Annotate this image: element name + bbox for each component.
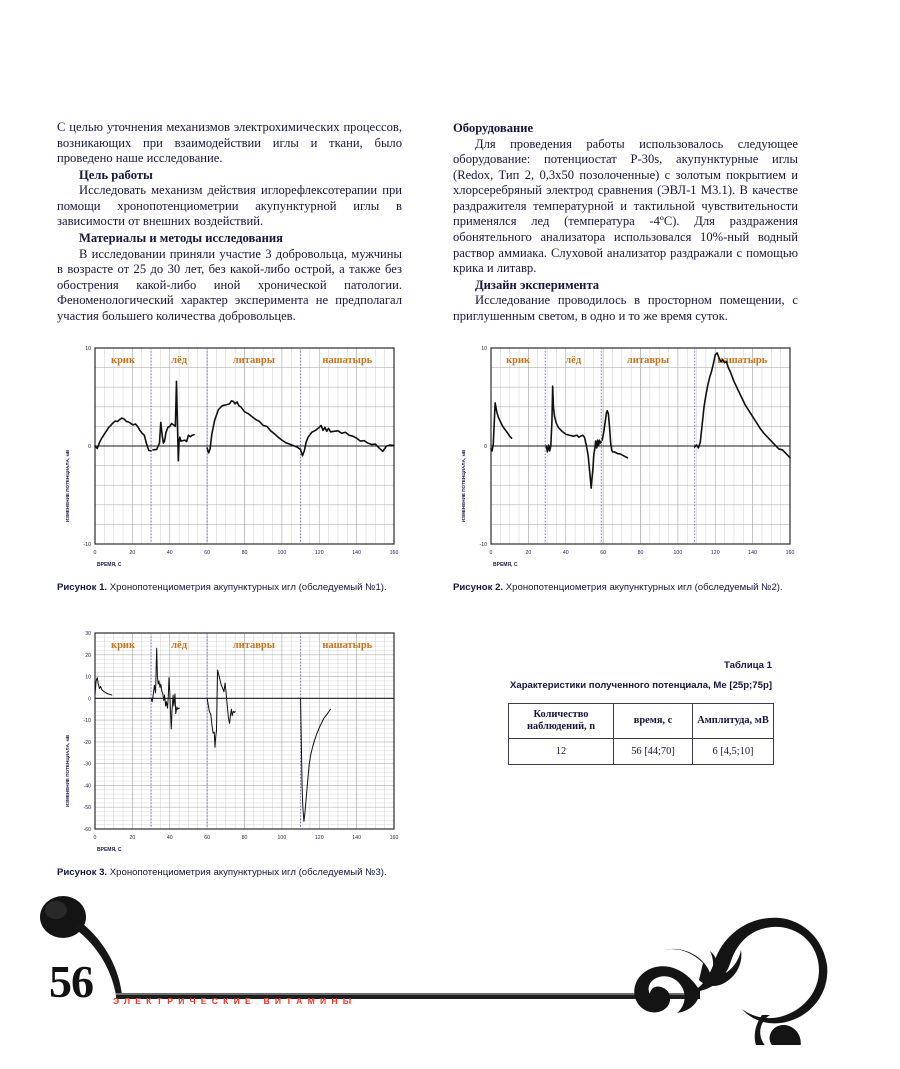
x-tick-label: 80 — [241, 835, 248, 841]
chart-1 — [57, 338, 402, 578]
table-row — [509, 739, 774, 765]
x-tick-label: 120 — [314, 835, 324, 841]
y-tick-label: -20 — [83, 739, 91, 746]
footer-journal-label: ЭЛЕКТРИЧЕСКИЕ ВИТАМИНЫ — [113, 996, 357, 1006]
x-tick-label: 100 — [277, 835, 287, 841]
goal-paragraph: Исследовать механизм действия иглорефлексотерапии при помощи хронопотенциометрии акупунктурной иглы в зависимости от внешних воздействий. — [57, 183, 402, 229]
data-trace — [207, 670, 235, 747]
x-tick-label: 60 — [600, 550, 607, 556]
data-trace — [151, 648, 179, 729]
zone-label: крик — [111, 640, 136, 651]
x-tick-label: 80 — [637, 550, 644, 556]
y-tick-label: 20 — [85, 652, 91, 659]
table-cell: 6 [4,5;10] — [693, 739, 774, 765]
figure-2-caption-text: Хронопотенциометрия акупунктурных игл (обследуемый №2). — [503, 582, 783, 593]
heading-methods: Материалы и методы исследования — [79, 231, 283, 246]
chart-major-grid — [95, 633, 394, 829]
footer-ornament-svg — [0, 895, 900, 1045]
y-tick-label: -10 — [83, 542, 91, 548]
figure-3-caption-text: Хронопотенциометрия акупунктурных игл (обследуемый №3). — [107, 867, 387, 878]
y-tick-label: 10 — [481, 346, 487, 352]
data-trace — [153, 381, 194, 460]
x-tick-label: 0 — [93, 835, 97, 841]
x-tick-label: 0 — [489, 550, 493, 556]
data-trace — [95, 678, 112, 695]
x-tick-label: 60 — [204, 835, 211, 841]
data-trace — [546, 386, 601, 488]
x-tick-label: 80 — [241, 550, 248, 556]
y-tick-label: -30 — [83, 761, 91, 768]
zone-label: лёд — [171, 640, 188, 651]
x-tick-label: 140 — [352, 550, 361, 556]
figure-3 — [57, 623, 402, 879]
characteristics-table — [508, 703, 774, 765]
table-header-cell: Амплитуда, мВ — [693, 704, 774, 739]
y-tick-label: -50 — [83, 805, 91, 812]
heading-design: Дизайн эксперимента — [475, 277, 600, 292]
x-tick-label: 60 — [204, 550, 211, 556]
figure-2 — [453, 338, 798, 594]
figure-2-caption-label: Рисунок 2. — [453, 582, 504, 593]
y-tick-label: 10 — [85, 346, 91, 352]
table-title: Характеристики полученного потенциала, Ме [25p;75p] — [509, 680, 773, 691]
table-cell: 12 — [509, 739, 614, 765]
figure-2-caption — [453, 582, 793, 594]
chart-1-svg — [57, 338, 402, 578]
y-tick-label: 0 — [484, 444, 487, 450]
y-axis-title: ИЗМЕНЕНИЕ ПОТЕНЦИАЛА, мВ — [65, 449, 70, 523]
chart-3-svg — [57, 623, 402, 863]
intro-paragraph: С целью уточнения механизмов электрохимических процессов, возникающих при взаимодействии иглы и ткани, было проведено наше исследование. — [57, 120, 402, 166]
zone-label: литавры — [232, 355, 275, 366]
x-tick-label: 20 — [129, 550, 136, 556]
equipment-paragraph: Для проведения работы использовалось следующее оборудование: потенциостат Р-30s, акупунктурные иглы (Redox, Тип 2, 0,3х50 позолоченные) с золотым покрытием и хлорсеребряный электрод сравнения (ЭВЛ-1 М3.1). В качестве раздражителя температурной и тактильной чувствительности применялся лед (температура -4ºС). Для раздражения обонятельного анализатора использовался 10%-ный водный раствор аммиака. Слуховой анализатор раздражали с помощью крика и литавр. — [453, 136, 798, 276]
y-axis-title: ИЗМЕНЕНИЕ ПОТЕНЦИАЛА, мВ — [65, 734, 70, 808]
data-trace — [695, 353, 790, 458]
y-tick-label: -10 — [479, 542, 487, 548]
x-tick-label: 40 — [166, 835, 173, 841]
x-tick-label: 20 — [129, 835, 136, 841]
figure-1-caption-label: Рисунок 1. — [57, 582, 108, 593]
y-tick-label: -60 — [83, 827, 91, 833]
x-tick-label: 160 — [785, 550, 795, 556]
x-tick-label: 160 — [389, 835, 399, 841]
design-paragraph: Исследование проводилось в просторном помещении, с приглушенным светом, в одно и то же время суток. — [453, 293, 798, 323]
figure-3-caption-label: Рисунок 3. — [57, 867, 108, 878]
x-tick-label: 40 — [166, 550, 173, 556]
table-cell: 56 [44;70] — [614, 739, 693, 765]
data-trace — [602, 411, 627, 458]
y-tick-label: -10 — [83, 718, 91, 725]
page-number: 56 — [49, 956, 93, 1007]
figure-1-caption-text: Хронопотенциометрия акупунктурных игл (обследуемый №1). — [107, 582, 387, 593]
y-tick-label: 0 — [88, 444, 91, 450]
chart-2-svg — [453, 338, 798, 578]
y-tick-label: -40 — [83, 783, 91, 790]
table-1-block — [484, 660, 798, 765]
chart-3 — [57, 623, 402, 863]
x-axis-title: ВРЕМЯ, С — [97, 562, 122, 568]
zone-label: лёд — [171, 355, 188, 366]
x-tick-label: 140 — [748, 550, 757, 556]
zone-label: литавры — [626, 355, 670, 366]
left-text-column — [57, 120, 402, 325]
zone-label: крик — [506, 355, 531, 366]
table-header-cell: Количество наблюдений, n — [509, 704, 614, 739]
x-tick-label: 0 — [93, 550, 97, 556]
figure-1 — [57, 338, 402, 594]
page-footer — [0, 895, 900, 1045]
y-tick-label: 0 — [88, 696, 91, 703]
methods-paragraph: В исследовании приняли участие 3 добровольца, мужчины в возрасте от 25 до 30 лет, без какой-либо острой, а также без обострения какой-либо иной хронической патологии. Феноменологический характер эксперимента не предполагал участия большего количества добровольцев. — [57, 246, 402, 323]
zone-label: литавры — [232, 640, 275, 651]
x-tick-label: 100 — [277, 550, 287, 556]
x-tick-label: 40 — [562, 550, 569, 556]
table-header-cell: время, с — [614, 704, 693, 739]
x-tick-label: 100 — [673, 550, 683, 556]
zone-label: лёд — [565, 355, 582, 366]
y-axis-title: ИЗМЕНЕНИЕ ПОТЕНЦИАЛА, мВ — [461, 449, 466, 523]
right-text-column — [453, 120, 798, 325]
zone-label: нашатырь — [322, 355, 373, 366]
x-tick-label: 120 — [314, 550, 324, 556]
figure-3-caption — [57, 867, 397, 879]
zone-label: нашатырь — [717, 355, 768, 366]
zone-label: крик — [111, 355, 136, 366]
y-tick-label: 10 — [85, 674, 91, 681]
figure-1-caption — [57, 582, 397, 594]
x-tick-label: 140 — [352, 835, 361, 841]
x-axis-title: ВРЕМЯ, С — [97, 847, 122, 853]
x-tick-label: 160 — [389, 550, 399, 556]
heading-equipment: Оборудование — [453, 121, 534, 135]
table-header-row — [509, 704, 774, 739]
x-axis-title: ВРЕМЯ, С — [493, 562, 518, 568]
flourish-ornament-icon — [634, 918, 827, 1045]
x-tick-label: 120 — [710, 550, 720, 556]
table-number-label: Таблица 1 — [724, 660, 772, 671]
y-tick-label: 30 — [85, 631, 91, 637]
x-tick-label: 20 — [525, 550, 532, 556]
chart-2 — [453, 338, 798, 578]
data-trace — [491, 403, 512, 451]
zone-label: нашатырь — [322, 640, 373, 651]
heading-goal: Цель работы — [79, 167, 153, 182]
